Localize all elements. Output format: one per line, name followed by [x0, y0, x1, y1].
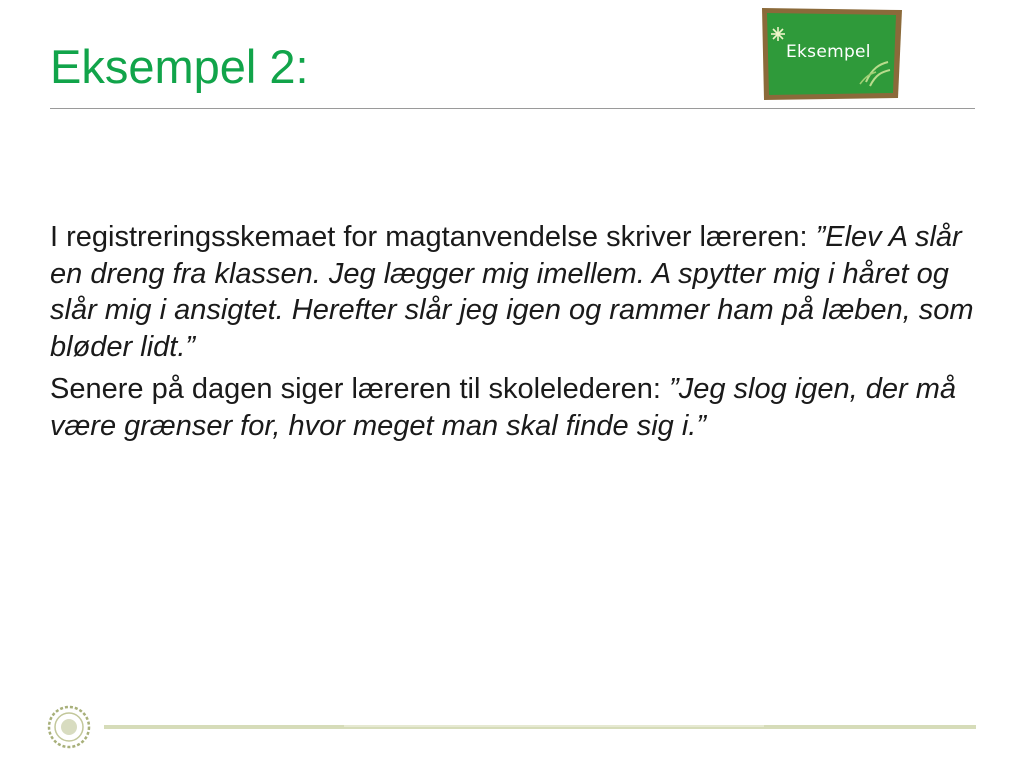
paragraph-2-text: Senere på dagen siger læreren til skolelederen:	[50, 373, 670, 406]
header-divider	[50, 108, 975, 109]
slide-title: Eksempel 2:	[50, 40, 309, 93]
paragraph-1-quote: ”Elev A slår en dreng fra klassen. Jeg lægger mig imellem. A spytter mig i håret og slår mig i ansigtet. Herefter slår jeg igen og rammer ham på læben, som bløder lidt.”	[50, 221, 974, 363]
paragraph-1	[50, 219, 975, 365]
paragraph-1-text: I registreringsskemaet for magtanvendelse skriver læreren:	[50, 221, 816, 253]
slide-body	[50, 219, 975, 451]
paragraph-2	[50, 371, 975, 444]
eksempel-badge-icon	[758, 6, 906, 102]
paragraph-2-quote: ”Jeg slog igen, der må være grænser for, hvor meget man skal finde sig i.”	[50, 373, 956, 442]
footer-divider	[104, 716, 976, 720]
seal-logo-icon	[46, 704, 92, 750]
badge-label: Eksempel	[786, 42, 871, 62]
